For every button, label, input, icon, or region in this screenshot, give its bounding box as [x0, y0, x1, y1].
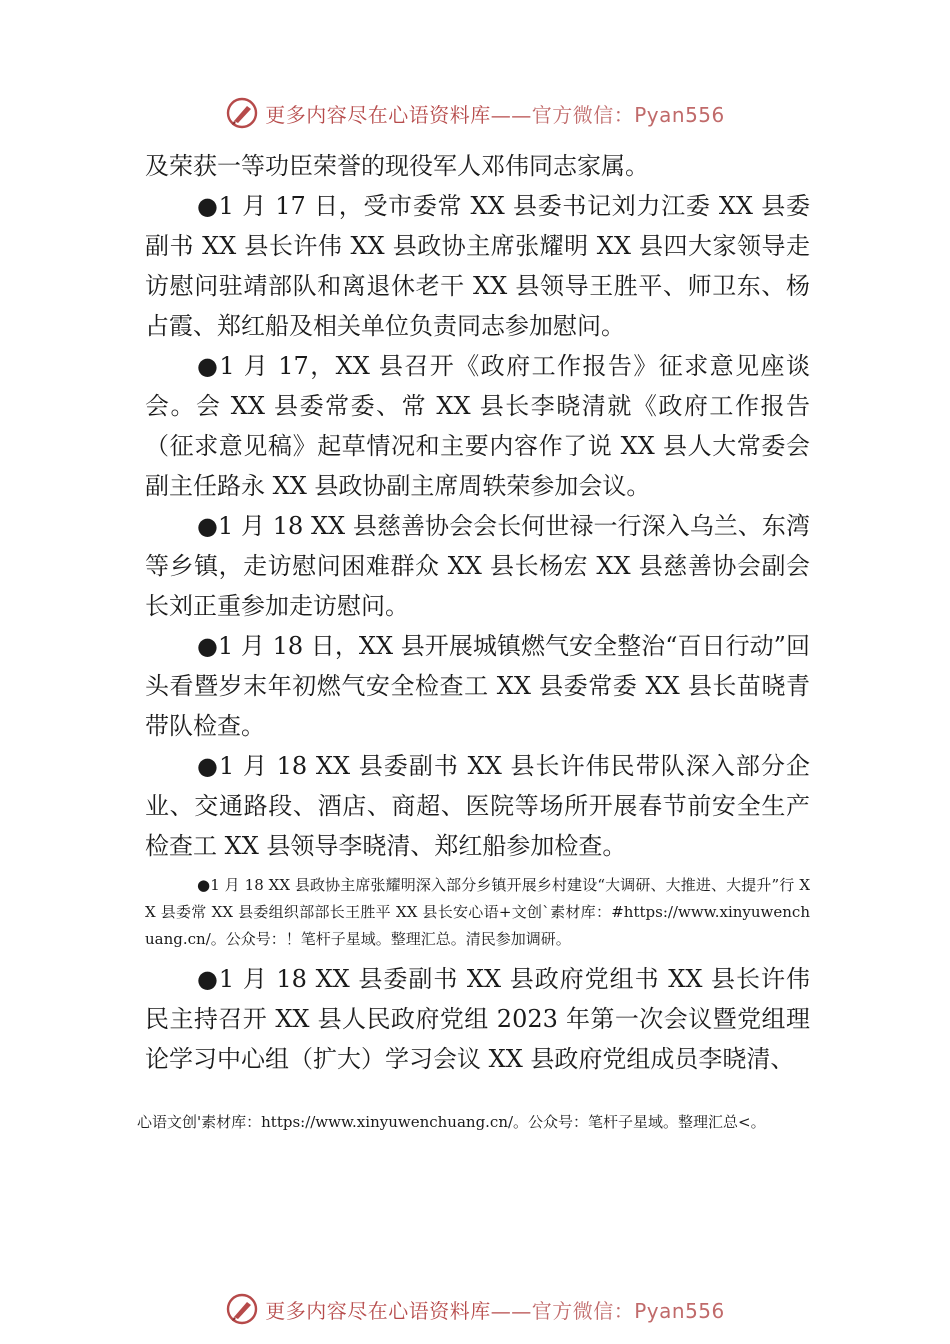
footer-banner: [0, 1292, 950, 1326]
paragraph-item: ●1 月 17 日，受市委常 XX 县委书记刘力江委 XX 县委副书 XX 县长许伟 XX 县政协主席张耀明 XX 县四大家领导走访慰问驻靖部队和离退休老干 XX 县领导王胜平、师卫东、杨占霞、郑红船及相关单位负责同志参加慰问。: [145, 192, 810, 340]
paragraph-item: ●1 月 18 XX 县委副书 XX 县政府党组书 XX 县长许伟民主持召开 XX 县人民政府党组 2023 年第一次会议暨党组理论学习中心组（扩大）学习会议 XX 县政府党组成员李晓清、: [145, 965, 810, 1073]
paragraph-item: ●1 月 18 XX 县委副书 XX 县长许伟民带队深入部分企业、交通路段、酒店、商超、医院等场所开展春节前安全生产检查工 XX 县领导李晓清、郑红船参加检查。: [145, 752, 810, 860]
document-body: [145, 146, 810, 1079]
paragraph-item: ●1 月 18 XX 县慈善协会会长何世禄一行深入乌兰、东湾等乡镇，走访慰问困难群众 XX 县长杨宏 XX 县慈善协会副会长刘正重参加走访慰问。: [145, 512, 810, 620]
paragraph-continuation: 及荣获一等功臣荣誉的现役军人邓伟同志家属。: [145, 152, 649, 180]
banner-text: 更多内容尽在心语资料库——官方微信：Pyan556: [265, 102, 725, 127]
footnote-watermark: 心语文创'素材库：https://www.xinyuwenchuang.cn/。公众号：笔杆子星域。整理汇总<。: [137, 1113, 766, 1131]
paragraph-small-item: ●1 月 18 XX 县政协主席张耀明深入部分乡镇开展乡村建设“大调研、大推进、大提升”行 XX 县委常 XX 县委组织部部长王胜平 XX 县长安心语+文创`素材库：#https://www.xinyuwenchuang.cn/。公众号：！笔杆子星域。整理汇总。清民参加调研。: [145, 876, 810, 948]
paragraph-item: ●1 月 17，XX 县召开《政府工作报告》征求意见座谈会。会 XX 县委常委、常 XX 县长李晓清就《政府工作报告（征求意见稿》起草情况和主要内容作了说 XX 县人大常委会副主任路永 XX 县政协副主席周轶荣参加会议。: [145, 352, 810, 500]
banner-text: 更多内容尽在心语资料库——官方微信：Pyan556: [265, 1298, 725, 1323]
pen-logo-icon: [225, 1292, 259, 1326]
paragraph-item: ●1 月 18 日，XX 县开展城镇燃气安全整治“百日行动”回头看暨岁末年初燃气安全检查工 XX 县委常委 XX 县长苗晓青带队检查。: [145, 632, 810, 740]
header-banner: [0, 96, 950, 130]
pen-logo-icon: [225, 96, 259, 130]
